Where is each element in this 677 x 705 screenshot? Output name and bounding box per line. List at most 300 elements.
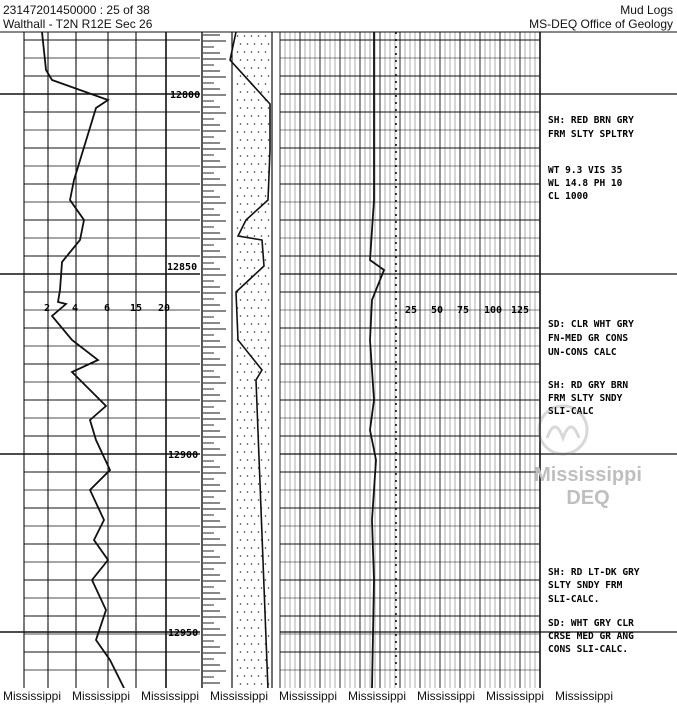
lithology-dot bbox=[247, 379, 249, 381]
lithology-dot bbox=[258, 675, 260, 677]
lithology-dot bbox=[237, 355, 239, 357]
right-scale-25: 25 bbox=[405, 305, 418, 316]
lithology-dot bbox=[247, 507, 249, 509]
lithology-dot bbox=[268, 203, 270, 205]
lithology-dot bbox=[268, 555, 270, 557]
lithology-dot bbox=[261, 395, 263, 397]
lithology-dot bbox=[240, 475, 242, 477]
lithology-dot bbox=[261, 59, 263, 61]
lithology-dot bbox=[265, 51, 267, 53]
lithology-dot bbox=[258, 163, 260, 165]
lithology-dot bbox=[258, 243, 260, 245]
lithology-dot bbox=[240, 59, 242, 61]
lithology-dot bbox=[254, 443, 256, 445]
lithology-dot bbox=[265, 387, 267, 389]
lithology-dot bbox=[254, 331, 256, 333]
well-location: Walthall - T2N R12E Sec 26 bbox=[3, 17, 153, 31]
lithology-dot bbox=[265, 179, 267, 181]
lithology-dot bbox=[261, 683, 263, 685]
lithology-dot bbox=[237, 51, 239, 53]
lithology-dot bbox=[258, 51, 260, 53]
lithology-dot bbox=[237, 627, 239, 629]
footer-word: Mississippi bbox=[279, 689, 338, 703]
lithology-dot bbox=[265, 307, 267, 309]
lithology-dot bbox=[268, 571, 270, 573]
lithology-dot bbox=[265, 83, 267, 85]
lithology-dot bbox=[265, 323, 267, 325]
lithology-dot bbox=[254, 651, 256, 653]
lithology-dot bbox=[247, 75, 249, 77]
lithology-dot bbox=[268, 523, 270, 525]
lithology-dot bbox=[237, 179, 239, 181]
left-scale-2: 2 bbox=[44, 303, 51, 314]
lithology-dot bbox=[237, 611, 239, 613]
lithology-dot bbox=[268, 539, 270, 541]
lithology-dot bbox=[261, 187, 263, 189]
lithology-dot bbox=[254, 235, 256, 237]
lithology-dot bbox=[268, 267, 270, 269]
lithology-dot bbox=[244, 595, 246, 597]
lithology-dot bbox=[244, 211, 246, 213]
lithology-dot bbox=[244, 99, 246, 101]
lithology-dot bbox=[254, 459, 256, 461]
lithology-dot bbox=[268, 635, 270, 637]
lithology-dot bbox=[244, 483, 246, 485]
lithology-dot bbox=[268, 363, 270, 365]
lithology-dot bbox=[244, 83, 246, 85]
lithology-dot bbox=[247, 523, 249, 525]
lithology-dot bbox=[237, 483, 239, 485]
depth-label-12950: 12950 bbox=[168, 628, 199, 639]
lithology-dot bbox=[258, 195, 260, 197]
lithology-dot bbox=[240, 443, 242, 445]
footer-watermark-bar bbox=[0, 688, 677, 705]
desc-4-line-2: FRM SLTY SNDY bbox=[548, 393, 623, 404]
lithology-dot bbox=[265, 467, 267, 469]
lithology-dot bbox=[244, 435, 246, 437]
lithology-dot bbox=[237, 531, 239, 533]
lithology-dot bbox=[258, 579, 260, 581]
lithology-dot bbox=[254, 251, 256, 253]
lithology-dot bbox=[244, 131, 246, 133]
lithology-dot bbox=[237, 659, 239, 661]
lithology-dot bbox=[254, 395, 256, 397]
desc-2-line-3: CL 1000 bbox=[548, 191, 589, 202]
lithology-dot bbox=[237, 563, 239, 565]
lithology-dot bbox=[244, 387, 246, 389]
lithology-dot bbox=[237, 275, 239, 277]
left-scale-15: 15 bbox=[130, 303, 143, 314]
lithology-dot bbox=[237, 371, 239, 373]
agency-name: MS-DEQ Office of Geology bbox=[529, 17, 673, 31]
lithology-dot bbox=[254, 491, 256, 493]
lithology-column bbox=[203, 35, 269, 685]
lithology-dot bbox=[247, 283, 249, 285]
lithology-dot bbox=[247, 635, 249, 637]
lithology-dot bbox=[261, 171, 263, 173]
lithology-dot bbox=[265, 291, 267, 293]
lithology-dot bbox=[247, 59, 249, 61]
lithology-dot bbox=[247, 171, 249, 173]
lithology-dot bbox=[237, 419, 239, 421]
lithology-dot bbox=[254, 155, 256, 157]
footer-word: Mississippi bbox=[417, 689, 476, 703]
lithology-dot bbox=[240, 459, 242, 461]
lithology-dot bbox=[247, 187, 249, 189]
lithology-dot bbox=[254, 683, 256, 685]
lithology-dot bbox=[247, 587, 249, 589]
lithology-dot bbox=[251, 147, 253, 149]
lithology-dot bbox=[247, 571, 249, 573]
lithology-dot bbox=[244, 371, 246, 373]
lithology-dot bbox=[258, 563, 260, 565]
lithology-dot bbox=[240, 555, 242, 557]
lithology-dot bbox=[254, 427, 256, 429]
right-scale-125: 125 bbox=[511, 305, 530, 316]
lithology-dot bbox=[265, 403, 267, 405]
lithology-dot bbox=[240, 219, 242, 221]
lithology-dot bbox=[244, 275, 246, 277]
lithology-dot bbox=[258, 179, 260, 181]
lithology-dot bbox=[240, 347, 242, 349]
footer-word: Mississippi bbox=[486, 689, 545, 703]
lithology-dot bbox=[265, 371, 267, 373]
lithology-dot bbox=[240, 603, 242, 605]
lithology-dot bbox=[268, 43, 270, 45]
lithology-dot bbox=[258, 659, 260, 661]
lithology-dot bbox=[244, 307, 246, 309]
lithology-dot bbox=[268, 139, 270, 141]
lithology-dot bbox=[251, 35, 253, 37]
lithology-dot bbox=[268, 587, 270, 589]
desc-6-line-3: CONS SLI-CALC. bbox=[548, 644, 629, 655]
lithology-dot bbox=[240, 203, 242, 205]
desc-3-line-1: SD: CLR WHT GRY bbox=[548, 319, 634, 330]
lithology-dot bbox=[247, 443, 249, 445]
lithology-dot bbox=[261, 459, 263, 461]
desc-3-line-3: UN-CONS CALC bbox=[548, 347, 617, 358]
lithology-dot bbox=[268, 619, 270, 621]
lithology-dot bbox=[261, 651, 263, 653]
lithology-dot bbox=[251, 659, 253, 661]
lithology-dot bbox=[268, 427, 270, 429]
lithology-dot bbox=[251, 387, 253, 389]
lithology-dot bbox=[247, 427, 249, 429]
desc-5-line-2: SLTY SNDY FRM bbox=[548, 580, 623, 591]
log-labels bbox=[44, 90, 640, 655]
lithology-dot bbox=[237, 643, 239, 645]
lithology-dot bbox=[261, 427, 263, 429]
lithology-dot bbox=[265, 355, 267, 357]
lithology-dot bbox=[237, 99, 239, 101]
lithology-dot bbox=[265, 451, 267, 453]
lithology-dot bbox=[251, 179, 253, 181]
lithology-dot bbox=[268, 123, 270, 125]
lithology-dot bbox=[258, 131, 260, 133]
lithology-dot bbox=[237, 243, 239, 245]
lithology-dot bbox=[244, 643, 246, 645]
lithology-dot bbox=[265, 675, 267, 677]
lithology-dot bbox=[258, 643, 260, 645]
lithology-dot bbox=[251, 563, 253, 565]
lithology-dot bbox=[254, 123, 256, 125]
lithology-dot bbox=[251, 547, 253, 549]
lithology-dot bbox=[240, 315, 242, 317]
lithology-dot bbox=[258, 259, 260, 261]
lithology-dot bbox=[240, 43, 242, 45]
lithology-dot bbox=[254, 171, 256, 173]
lithology-dot bbox=[265, 115, 267, 117]
lithology-dot bbox=[240, 363, 242, 365]
lithology-dot bbox=[261, 571, 263, 573]
lithology-dot bbox=[240, 507, 242, 509]
lithology-dot bbox=[251, 339, 253, 341]
watermark-wave-icon bbox=[547, 427, 579, 438]
lithology-dot bbox=[240, 587, 242, 589]
left-scale-4: 4 bbox=[72, 303, 79, 314]
lithology-dot bbox=[247, 555, 249, 557]
lithology-dot bbox=[247, 123, 249, 125]
lithology-dot bbox=[244, 339, 246, 341]
lithology-dot bbox=[247, 683, 249, 685]
lithology-dot bbox=[247, 603, 249, 605]
lithology-dot bbox=[244, 163, 246, 165]
lithology-dot bbox=[247, 395, 249, 397]
lithology-dot bbox=[240, 523, 242, 525]
lithology-dot bbox=[251, 259, 253, 261]
lithology-dot bbox=[240, 267, 242, 269]
lithology-dot bbox=[240, 571, 242, 573]
right-scale-100: 100 bbox=[484, 305, 503, 316]
lithology-dot bbox=[240, 91, 242, 93]
lithology-dot bbox=[237, 131, 239, 133]
lithology-dot bbox=[261, 251, 263, 253]
lithology-dot bbox=[254, 603, 256, 605]
lithology-dot bbox=[254, 75, 256, 77]
lithology-dot bbox=[240, 491, 242, 493]
lithology-dot bbox=[265, 483, 267, 485]
lithology-dot bbox=[258, 291, 260, 293]
lithology-dot bbox=[268, 315, 270, 317]
lithology-dot bbox=[240, 187, 242, 189]
lithology-dot bbox=[268, 507, 270, 509]
lithology-dot bbox=[251, 67, 253, 69]
lithology-dot bbox=[268, 475, 270, 477]
footer-word: Mississippi bbox=[348, 689, 407, 703]
lithology-dot bbox=[258, 547, 260, 549]
lithology-dot bbox=[254, 587, 256, 589]
lithology-dot bbox=[258, 499, 260, 501]
left-scale-6: 6 bbox=[104, 303, 111, 314]
lithology-dot bbox=[268, 219, 270, 221]
lithology-dot bbox=[237, 387, 239, 389]
lithology-dot bbox=[240, 123, 242, 125]
lithology-dot bbox=[265, 275, 267, 277]
lithology-dot bbox=[258, 515, 260, 517]
lithology-dot bbox=[251, 99, 253, 101]
lithology-dot bbox=[254, 203, 256, 205]
footer-word: Mississippi bbox=[72, 689, 131, 703]
left-scale-20: 20 bbox=[158, 303, 171, 314]
desc-6-line-2: CRSE MED GR ANG bbox=[548, 631, 634, 642]
lithology-dot bbox=[254, 219, 256, 221]
lithology-dot bbox=[240, 299, 242, 301]
lithology-dot bbox=[247, 491, 249, 493]
lithology-dot bbox=[244, 323, 246, 325]
lithology-dot bbox=[244, 179, 246, 181]
lithology-dot bbox=[251, 227, 253, 229]
watermark-line-1: Mississippi bbox=[534, 464, 642, 486]
lithology-dot bbox=[244, 611, 246, 613]
lithology-dot bbox=[261, 91, 263, 93]
lithology-dot bbox=[240, 155, 242, 157]
lithology-dot bbox=[261, 299, 263, 301]
lithology-dot bbox=[251, 467, 253, 469]
lithology-dot bbox=[240, 539, 242, 541]
lithology-dot bbox=[251, 419, 253, 421]
lithology-dot bbox=[254, 91, 256, 93]
lithology-dot bbox=[268, 59, 270, 61]
lithology-dot bbox=[251, 675, 253, 677]
lithology-dot bbox=[254, 267, 256, 269]
footer-word: Mississippi bbox=[141, 689, 200, 703]
lithology-dot bbox=[254, 187, 256, 189]
lithology-dot bbox=[240, 635, 242, 637]
desc-2-line-2: WL 14.8 PH 10 bbox=[548, 178, 623, 189]
lithology-dot bbox=[254, 571, 256, 573]
watermark-circle-icon bbox=[539, 406, 587, 454]
lithology-dot bbox=[258, 227, 260, 229]
lithology-dot bbox=[261, 75, 263, 77]
lithology-dot bbox=[244, 115, 246, 117]
lithology-dot bbox=[237, 211, 239, 213]
lithology-dot bbox=[251, 211, 253, 213]
lithology-dot bbox=[261, 587, 263, 589]
lithology-dot bbox=[254, 107, 256, 109]
lithology-dot bbox=[244, 35, 246, 37]
lithology-dot bbox=[251, 531, 253, 533]
lithology-dot bbox=[247, 107, 249, 109]
lithology-dot bbox=[258, 595, 260, 597]
desc-1-line-2: FRM SLTY SPLTRY bbox=[548, 129, 634, 140]
desc-5-line-1: SH: RD LT-DK GRY bbox=[548, 567, 640, 578]
lithology-dot bbox=[251, 163, 253, 165]
lithology-dot bbox=[258, 371, 260, 373]
lithology-dot bbox=[265, 515, 267, 517]
lithology-dot bbox=[247, 363, 249, 365]
lithology-dot bbox=[251, 483, 253, 485]
log-type: Mud Logs bbox=[620, 3, 673, 17]
lithology-dot bbox=[251, 403, 253, 405]
desc-4-line-3: SLI-CALC bbox=[548, 406, 594, 417]
lithology-boundary-curve bbox=[230, 32, 270, 688]
lithology-dot bbox=[265, 259, 267, 261]
lithology-dot bbox=[258, 211, 260, 213]
lithology-dot bbox=[254, 555, 256, 557]
lithology-dot bbox=[261, 315, 263, 317]
lithology-dot bbox=[258, 403, 260, 405]
lithology-dot bbox=[247, 315, 249, 317]
lithology-dot bbox=[251, 627, 253, 629]
lithology-dot bbox=[261, 123, 263, 125]
lithology-dot bbox=[240, 395, 242, 397]
lithology-dot bbox=[258, 99, 260, 101]
footer-word: Mississippi bbox=[3, 689, 62, 703]
lithology-dot bbox=[247, 411, 249, 413]
lithology-dot bbox=[240, 651, 242, 653]
lithology-dot bbox=[268, 91, 270, 93]
lithology-dot bbox=[265, 243, 267, 245]
gas-curve-solid bbox=[370, 32, 384, 688]
lithology-dot bbox=[244, 675, 246, 677]
lithology-dot bbox=[268, 251, 270, 253]
lithology-dot bbox=[261, 139, 263, 141]
lithology-dot bbox=[268, 283, 270, 285]
lithology-dot bbox=[254, 619, 256, 621]
lithology-dot bbox=[237, 227, 239, 229]
lithology-dot bbox=[258, 627, 260, 629]
lithology-dot bbox=[261, 235, 263, 237]
lithology-dot bbox=[237, 499, 239, 501]
lithology-dot bbox=[244, 403, 246, 405]
lithology-dot bbox=[261, 667, 263, 669]
lithology-dot bbox=[237, 579, 239, 581]
lithology-dot bbox=[265, 435, 267, 437]
lithology-dot bbox=[268, 395, 270, 397]
lithology-dot bbox=[261, 363, 263, 365]
lithology-dot bbox=[268, 299, 270, 301]
desc-4-line-1: SH: RD GRY BRN bbox=[548, 380, 629, 391]
lithology-dot bbox=[258, 355, 260, 357]
lithology-dot bbox=[261, 443, 263, 445]
lithology-dot bbox=[237, 547, 239, 549]
lithology-dot bbox=[244, 227, 246, 229]
lithology-dot bbox=[254, 523, 256, 525]
lithology-dot bbox=[254, 59, 256, 61]
lithology-dot bbox=[265, 227, 267, 229]
lithology-dot bbox=[265, 131, 267, 133]
lithology-dot bbox=[237, 147, 239, 149]
lithology-dot bbox=[254, 667, 256, 669]
lithology-dot bbox=[244, 579, 246, 581]
lithology-dot bbox=[261, 331, 263, 333]
desc-1-line-1: SH: RED BRN GRY bbox=[548, 115, 634, 126]
depth-label-12850: 12850 bbox=[167, 262, 198, 273]
lithology-dot bbox=[261, 475, 263, 477]
lithology-dot bbox=[240, 667, 242, 669]
lithology-dot bbox=[247, 139, 249, 141]
lithology-dot bbox=[244, 499, 246, 501]
lithology-dot bbox=[265, 147, 267, 149]
lithology-dot bbox=[268, 347, 270, 349]
lithology-dot bbox=[254, 283, 256, 285]
lithology-dot bbox=[247, 667, 249, 669]
lithology-dot bbox=[258, 339, 260, 341]
lithology-dot bbox=[258, 387, 260, 389]
drill-rate-curve bbox=[42, 32, 124, 688]
lithology-dot bbox=[258, 67, 260, 69]
lithology-dot bbox=[265, 499, 267, 501]
lithology-dot bbox=[251, 579, 253, 581]
lithology-dot bbox=[237, 83, 239, 85]
lithology-dot bbox=[244, 419, 246, 421]
lithology-dot bbox=[251, 291, 253, 293]
lithology-dot bbox=[244, 259, 246, 261]
lithology-dot bbox=[254, 299, 256, 301]
lithology-dot bbox=[258, 611, 260, 613]
lithology-dot bbox=[261, 219, 263, 221]
lithology-dot bbox=[237, 163, 239, 165]
